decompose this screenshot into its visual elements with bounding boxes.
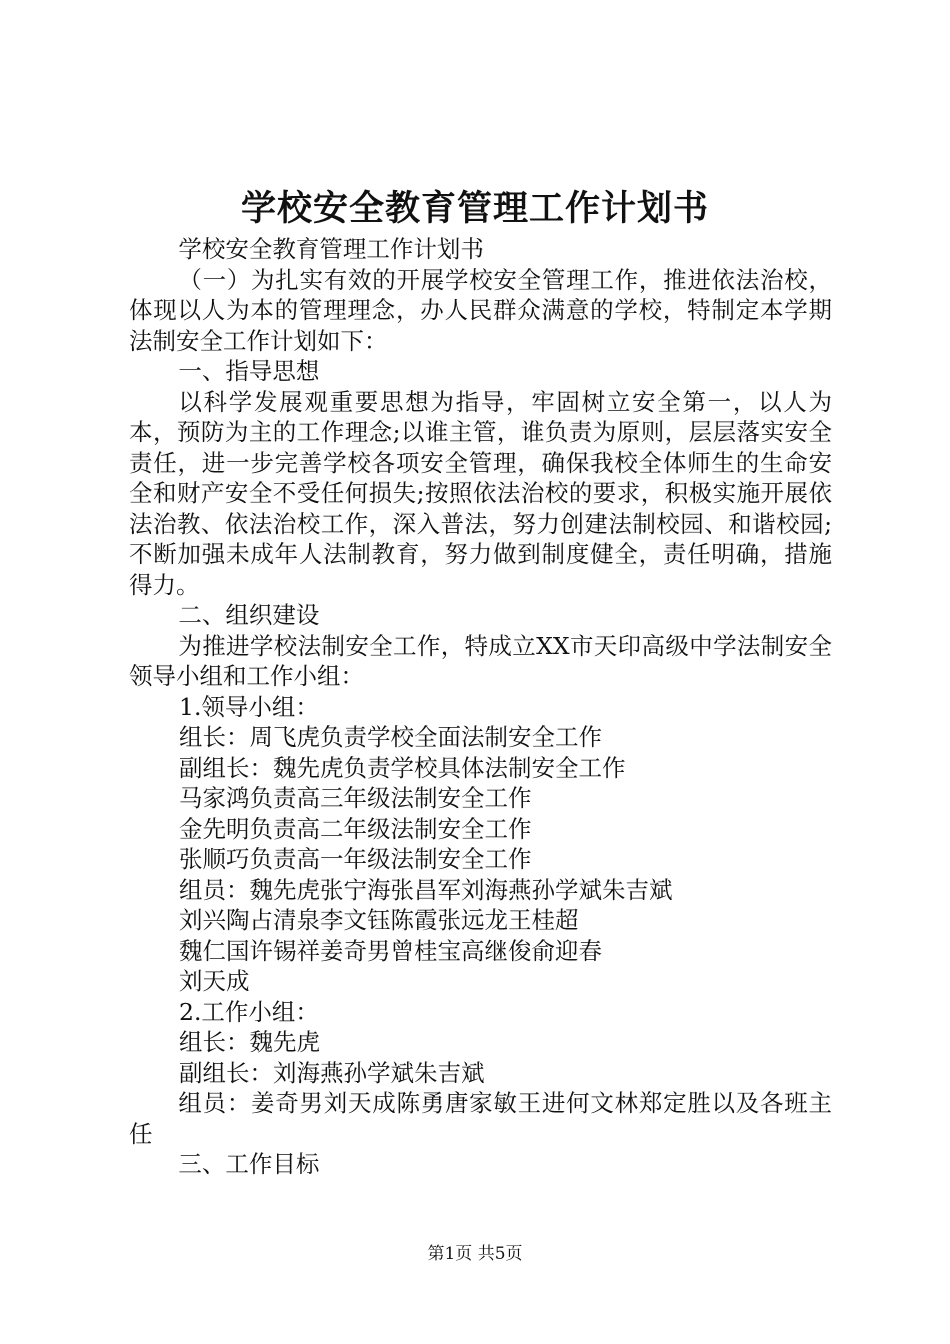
leading-group-heading: 1.领导小组： [179,692,319,721]
working-group-leader: 组长：魏先虎 [179,1028,320,1056]
leading-group-members: 刘天成 [179,967,250,995]
leading-group-member-line: 马家鸿负责高三年级法制安全工作 [179,784,532,812]
intro-paragraph: （一）为扎实有效的开展学校安全管理工作，推进依法治校，体现以人为本的管理理念，办人民群众满意的学校，特制定本学期法制安全工作计划如下： [129,265,832,355]
document-subtitle: 学校安全教育管理工作计划书 [178,235,484,263]
leading-group-deputy: 副组长：魏先虎负责学校具体法制安全工作 [179,753,626,782]
leading-group-members: 组员：魏先虎张宁海张昌军刘海燕孙学斌朱吉斌 [179,875,673,904]
working-group-deputy: 副组长：刘海燕孙学斌朱吉斌 [179,1058,485,1087]
section-heading-work-goals: 三、工作目标 [178,1150,320,1178]
leading-group-members: 刘兴陶占清泉李文钰陈霞张远龙王桂超 [179,906,579,934]
document-body [129,234,832,1180]
page-footer: 第1页 共5页 [427,1244,523,1264]
document-title: 学校安全教育管理工作计划书 [240,188,709,229]
organization-paragraph: 为推进学校法制安全工作，特成立XX市天印高级中学法制安全领导小组和工作小组： [129,631,832,690]
working-group-members: 组员：姜奇男刘天成陈勇唐家敏王进何文林郑定胜以及各班主任 [129,1089,832,1148]
leading-group-member-line: 张顺巧负责高一年级法制安全工作 [179,845,532,873]
section-heading-organization: 二、组织建设 [178,601,320,629]
working-group-heading: 2.工作小组： [179,997,319,1026]
guiding-ideology-paragraph: 以科学发展观重要思想为指导，牢固树立安全第一，以人为本，预防为主的工作理念;以谁主管，谁负责为原则，层层落实安全责任，进一步完善学校各项安全管理，确保我校全体师生的生命安全和财产安全不受任何损失;按照依法治校的要求，积极实施开展依法治教、依法治校工作，深入普法，努力创建法制校园、和谐校园;不断加强未成年人法制教育，努力做到制度健全，责任明确，措施得力。 [129,387,832,599]
leading-group-leader: 组长：周飞虎负责学校全面法制安全工作 [179,723,602,751]
leading-group-members: 魏仁国许锡祥姜奇男曾桂宝高继俊俞迎春 [179,936,602,965]
section-heading-guiding-ideology: 一、指导思想 [178,357,320,385]
leading-group-member-line: 金先明负责高二年级法制安全工作 [179,814,532,843]
